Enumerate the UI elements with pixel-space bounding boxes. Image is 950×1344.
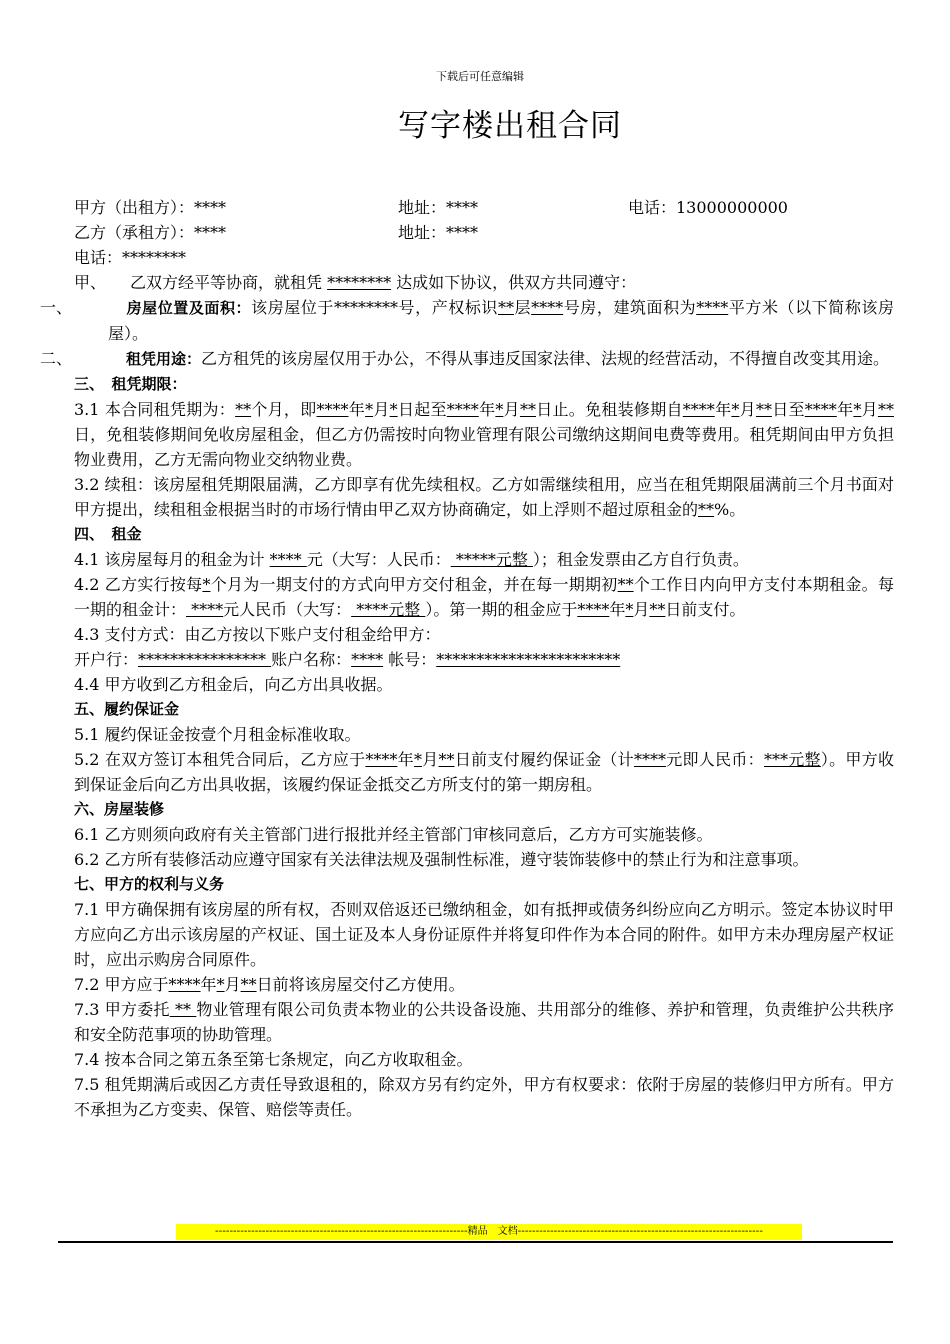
account-name-blank: **** xyxy=(351,650,384,669)
clause-text: 物业管理有限公司负责本物业的公共设备设施、共用部分的维修、养护和管理，负责维护公共秩序和安全防范事项的协助管理。 xyxy=(74,1000,894,1044)
clause-1-text: 该房屋位于********号，产权标识 xyxy=(251,298,498,317)
section-7-heading: 七、甲方的权利与义务 xyxy=(74,875,225,893)
bank-label: 开户行： xyxy=(74,650,139,669)
clause-7-3 xyxy=(74,997,894,1047)
blank-field: **** xyxy=(696,298,729,317)
blank-field: **** xyxy=(531,298,564,317)
party-b-address: 地址：**** xyxy=(398,223,479,242)
blank-field: ** xyxy=(617,575,634,594)
clause-7-5: 7.5 租凭期满后或因乙方责任导致退租的，除双方另有约定外，甲方有权要求：依附于房屋的装修归甲方所有。甲方不承担为乙方变卖、保管、赔偿等责任。 xyxy=(74,1075,894,1119)
blank-field: **** xyxy=(446,400,479,419)
blank-field: * xyxy=(365,400,374,419)
clause-text: 日至 xyxy=(771,400,805,419)
clause-5-1: 5.1 履约保证金按壹个月租金标准收取。 xyxy=(74,725,361,744)
blank-field: **** xyxy=(269,550,307,569)
clause-text: 日前将该房屋交付乙方使用。 xyxy=(256,975,465,994)
clause-text: 3.1 本合同租凭期为： xyxy=(74,400,236,419)
party-b-row xyxy=(74,220,894,245)
clause-text: 年 xyxy=(478,400,496,419)
clause-4-4: 4.4 甲方收到乙方租金后，向乙方出具收据。 xyxy=(74,675,393,694)
clause-7-4: 7.4 按本合同之第五条至第七条规定，向乙方收取租金。 xyxy=(74,1050,473,1069)
blank-field: **** xyxy=(186,600,224,619)
blank-field: ** xyxy=(235,400,252,419)
clause-text: ）；租金发票由乙方自行负责。 xyxy=(532,550,749,569)
blank-field: ** xyxy=(438,750,455,769)
party-a-phone: 电话：13000000000 xyxy=(628,198,788,217)
clause-7-2 xyxy=(74,972,894,997)
clause-text: 月 xyxy=(633,600,650,619)
clause-text: 日，免租装修期间免收房屋租金，但乙方仍需按时向物业管理有限公司缴纳这期间电费等费用。租凭期间由甲方负担物业费用，乙方无需向物业交纳物业费。 xyxy=(74,425,894,469)
clause-6-1: 6.1 乙方则须向政府有关主管部门进行报批并经主管部门审核同意后，乙方方可实施装修。 xyxy=(74,825,713,844)
clause-text: 年 xyxy=(348,400,366,419)
party-a-address: 地址：**** xyxy=(398,198,479,217)
clause-4-3: 4.3 支付方式：由乙方按以下账户支付租金给甲方： xyxy=(74,625,441,644)
clause-text: 年 xyxy=(397,750,414,769)
clause-text: 月 xyxy=(739,400,756,419)
clause-1-heading: 房屋位置及面积： xyxy=(126,299,252,317)
blank-field: ****元整 xyxy=(351,600,426,619)
blank-field: **** xyxy=(682,400,715,419)
blank-field: **** xyxy=(316,400,349,419)
clause-text: %。 xyxy=(714,500,746,519)
clause-text: 元即人民币： xyxy=(665,750,764,769)
section-5-heading: 五、履约保证金 xyxy=(74,700,180,718)
clause-text: 日止。免租装修期自 xyxy=(535,400,683,419)
clause-2 xyxy=(40,346,894,372)
blank-field: **** xyxy=(804,400,837,419)
blank-field: ** xyxy=(649,600,666,619)
clause-text: 元人民币（大写： xyxy=(223,600,352,619)
blank-field: *****元整 xyxy=(450,550,533,569)
clause-text: 4.1 该房屋每月的租金为计 xyxy=(74,550,270,569)
blank-field: * xyxy=(202,575,211,594)
clause-text: 月 xyxy=(861,400,878,419)
clause-2-text: 乙方租凭的该房屋仅用于办公，不得从事违反国家法律、法规的经营活动，不得擅自改变其用途。 xyxy=(201,349,890,368)
clause-2-heading: 租凭用途： xyxy=(126,350,202,368)
clause-text: 个月，即 xyxy=(251,400,317,419)
clause-3-2 xyxy=(74,472,894,522)
clause-1-text: 号房，建筑面积为 xyxy=(563,298,697,317)
blank-field: ***元整 xyxy=(763,750,821,769)
clause-text: ）。第一期的租金应于 xyxy=(425,600,578,619)
clause-text: 7.2 甲方应于 xyxy=(74,975,169,994)
blank-field: ** xyxy=(497,298,514,317)
clause-text: 3.2 续租：该房屋租凭期限届满，乙方即享有优先续租权。乙方如需继续租用，应当在租凭期限届满前三个月书面对甲方提出，续租租金根据当时的市场行情由甲乙双方协商确定，如上浮则不超过原租金的 xyxy=(74,475,894,519)
clause-1-number: 一、 xyxy=(40,298,73,317)
clause-4-2 xyxy=(74,572,894,622)
blank-field: ** xyxy=(519,400,536,419)
clause-7-1: 7.1 甲方确保拥有该房屋的所有权，否则双倍返还已缴纳租金，如有抵押或债务纠纷应向乙方明示。签定本协议时甲方应向乙方出示该房屋的产权证、国土证及本人身份证原件并将复印件作为本合同的附件。如甲方未办理房屋产权证时，应出示购房合同原件。 xyxy=(74,900,894,969)
clause-text: 4.2 乙方实行按每 xyxy=(74,575,203,594)
blank-field: ** xyxy=(755,400,772,419)
party-a-name: 甲方（出租方）：**** xyxy=(74,198,227,217)
intro-blank: ******** xyxy=(327,273,392,292)
clause-text: 日前支付履约保证金（计 xyxy=(454,750,634,769)
blank-field: **** xyxy=(365,750,398,769)
clause-6-2: 6.2 乙方所有装修活动应遵守国家有关法律法规及强制性标准，遵守装饰装修中的禁止行为和注意事项。 xyxy=(74,850,809,869)
clause-2-number: 二、 xyxy=(40,349,73,368)
clause-text: 月 xyxy=(421,750,439,769)
blank-field: * xyxy=(853,400,862,419)
blank-field: * xyxy=(731,400,740,419)
section-6-heading: 六、房屋装修 xyxy=(74,800,165,818)
party-b-name: 乙方（承租方）：**** xyxy=(74,223,227,242)
blank-field: * xyxy=(413,750,422,769)
intro-suffix: 达成如下协议，供双方共同遵守： xyxy=(391,273,637,292)
clause-1-text: 平方米（以下简称该房屋）。 xyxy=(108,298,894,343)
account-number-blank: *********************** xyxy=(436,650,621,669)
blank-field: * xyxy=(625,600,634,619)
account-name-label: 账户名称： xyxy=(271,650,352,669)
clause-text: ）。甲方收到保证金后向乙方出具收据，该履约保证金抵交乙方所支付的第一期房租。 xyxy=(74,750,894,794)
clause-text: 年 xyxy=(609,600,626,619)
blank-field: ** xyxy=(240,975,257,994)
clause-text: 月 xyxy=(503,400,520,419)
blank-field: ** xyxy=(698,500,715,519)
clause-text: 年 xyxy=(714,400,732,419)
blank-field: * xyxy=(495,400,504,419)
clause-text: 元（大写：人民币： xyxy=(306,550,451,569)
blank-field: * xyxy=(389,400,398,419)
blank-field: **** xyxy=(577,600,610,619)
section-3-heading: 三、 租凭期限： xyxy=(74,375,187,393)
blank-field: ** xyxy=(877,400,894,419)
account-number-label: 帐号： xyxy=(383,650,437,669)
clause-text: 7.3 甲方委托 xyxy=(74,1000,170,1019)
clause-text: 年 xyxy=(200,975,217,994)
blank-field: ** xyxy=(169,1000,197,1019)
document-title: 写字楼出租合同 xyxy=(398,108,622,144)
bank-account-line xyxy=(74,647,894,672)
intro-prefix: 甲、 乙双方经平等协商，就租凭 xyxy=(74,273,328,292)
clause-4-1 xyxy=(74,547,894,572)
clause-1 xyxy=(40,295,894,346)
blank-field: * xyxy=(216,975,225,994)
clause-text: 5.2 在双方签订本租凭合同后，乙方应于 xyxy=(74,750,366,769)
clause-text: 日起至 xyxy=(397,400,447,419)
clause-3-1 xyxy=(74,397,894,472)
top-note: 下载后可任意编辑 xyxy=(436,70,524,83)
blank-field: **** xyxy=(633,750,666,769)
footer-divider xyxy=(58,1241,893,1243)
clause-text: 个月为一期支付的方式向甲方交付租金，并在每一期期初 xyxy=(210,575,618,594)
clause-text: 年 xyxy=(836,400,854,419)
clause-text: 日前支付。 xyxy=(665,600,746,619)
clause-text: 月 xyxy=(224,975,241,994)
bank-name-blank: **************** xyxy=(138,650,272,669)
intro-line xyxy=(74,270,894,295)
party-b-phone: 电话：******** xyxy=(74,248,187,267)
footer-watermark-band: ----------------------------------------------------------------------精品 文档-------------------------------------------------------------------- xyxy=(176,1224,802,1240)
contract-body xyxy=(40,195,894,1122)
party-a-row xyxy=(74,195,894,220)
clause-text: 个工作日内向甲方支付本期租金。每一期的租金计： xyxy=(74,575,894,619)
clause-5-2 xyxy=(74,747,894,797)
section-4-heading: 四、 租金 xyxy=(74,525,142,543)
blank-field: **** xyxy=(168,975,201,994)
clause-text: 月 xyxy=(373,400,390,419)
clause-1-text: 层 xyxy=(513,298,532,317)
